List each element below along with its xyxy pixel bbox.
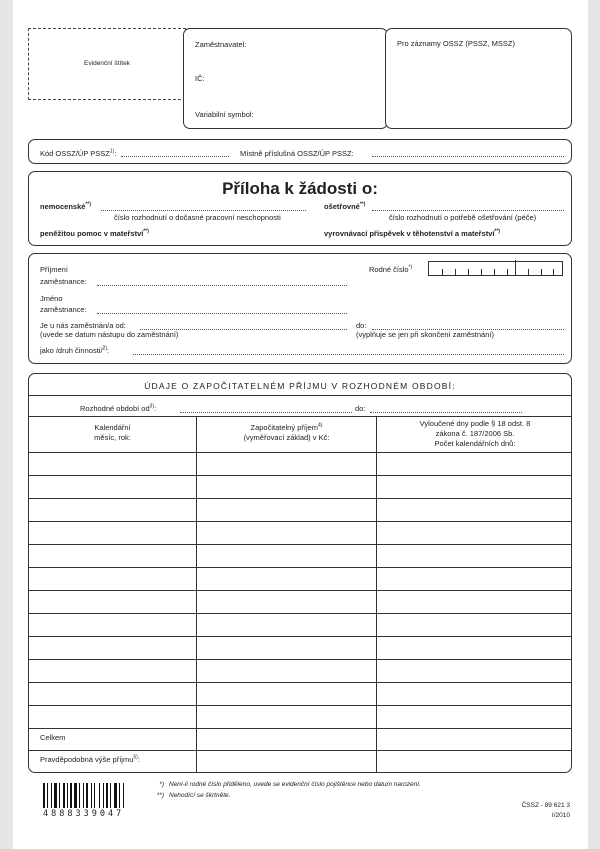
form-title: Příloha k žádosti o: — [222, 179, 378, 198]
mistne-label: Místně příslušná OSSZ/ÚP PSSZ: — [240, 149, 354, 158]
barcode-bar — [114, 783, 117, 808]
table-row-line — [29, 590, 571, 591]
barcode-bar — [106, 783, 108, 808]
osetrovne-number-field[interactable] — [372, 210, 564, 211]
barcode-bar — [47, 783, 48, 808]
employed-from-label: Je u nás zaměstnán/a od: — [40, 321, 126, 330]
employer-box — [183, 28, 388, 129]
period-to-label: do: — [355, 404, 366, 413]
ossz-records-box — [385, 28, 572, 129]
barcode-bar — [51, 783, 52, 808]
period-from-label: Rozhodné období $od^{3)}$: — [80, 403, 157, 413]
barcode-bar — [83, 783, 84, 808]
period-from-field[interactable] — [180, 412, 352, 413]
table-row-line — [29, 475, 571, 476]
activity-label: jako /druh činnosti/$^{2)}$: — [40, 345, 110, 355]
birth-number-label: Rodné číslo*) — [369, 264, 413, 274]
osetrovne-sub: číslo rozhodnutí o potřebě ošetřování (péče) — [389, 213, 537, 222]
mistne-field[interactable] — [372, 156, 564, 157]
barcode-bar — [119, 783, 120, 808]
evidence-stamp-box — [28, 28, 186, 100]
footnote-2: **) Nehodící se škrtněte. — [156, 792, 231, 799]
barcode-bar — [59, 783, 60, 808]
variable-symbol-label: Variabilní symbol: — [195, 110, 254, 119]
surname-field[interactable] — [97, 285, 347, 286]
total-row-label: Celkem — [40, 733, 66, 742]
barcode-bar — [79, 783, 80, 808]
footnote-1: *) Není-li rodné číslo přiděleno, uvede se evidenční číslo pojištěnce nebo datum narození. — [159, 781, 421, 788]
ossz-records-label: Pro záznamy OSSZ (PSSZ, MSSZ) — [397, 39, 515, 48]
barcode-number: 4888339047 — [43, 809, 125, 819]
firstname-field[interactable] — [97, 313, 347, 314]
evidence-stamp-label: Evidenční štítek — [84, 60, 130, 67]
barcode-bar — [63, 783, 65, 808]
employer-label: Zaměstnavatel: — [195, 40, 247, 49]
barcode-bar — [110, 783, 111, 808]
barcode-bar — [86, 783, 88, 808]
table-row-line — [29, 567, 571, 568]
income-box — [28, 373, 572, 773]
benefit-box — [28, 171, 572, 246]
barcode-bar — [99, 783, 100, 808]
table-row-line — [29, 636, 571, 637]
surname-label-1: Příjmení — [40, 265, 68, 274]
col-month-header: Kalendářní měsíc, rok: — [94, 423, 131, 442]
form-code: ČSSZ - 89 621 3 — [521, 802, 570, 809]
nemocenske-sub: číslo rozhodnutí o dočasné pracovní neschopnosti — [114, 213, 281, 222]
income-heading: ÚDAJE O ZAPOČITATELNÉM PŘÍJMU V ROZHODNÉM OBDOBÍ: — [144, 381, 456, 391]
barcode-bar — [123, 783, 124, 808]
barcode-bar — [91, 783, 92, 808]
table-row-line — [29, 705, 571, 706]
table-row-line — [29, 544, 571, 545]
penezita-option[interactable]: peněžitou pomoc v mateřství**) — [40, 228, 149, 238]
birth-number-field[interactable] — [428, 261, 563, 276]
col-income-header: Započitatelný příjem$^{4)}$ (vyměřovací základ) v Kč: — [243, 422, 330, 442]
barcode-bar — [103, 783, 104, 808]
table-row-line — [29, 728, 571, 729]
table-row-line — [29, 613, 571, 614]
form-version: I/2010 — [551, 812, 570, 819]
firstname-label-1: Jméno — [40, 294, 63, 303]
employed-to-hint: (vyplňuje se jen při skončení zaměstnání) — [356, 330, 494, 339]
barcode-bar — [70, 783, 72, 808]
table-row-line — [29, 659, 571, 660]
table-row-line — [29, 682, 571, 683]
vyrovnavaci-option[interactable]: vyrovnávací příspěvek v těhotenství a mateřství**) — [324, 228, 501, 238]
barcode-bar — [94, 783, 95, 808]
form-page — [13, 0, 588, 849]
person-box — [28, 253, 572, 364]
barcode-bar — [74, 783, 77, 808]
table-row-line — [29, 498, 571, 499]
probable-income-label: Pravděpodobná výše příjmu$^{5)}$: — [40, 754, 140, 764]
barcode-bar — [67, 783, 68, 808]
kod-ossz-field[interactable] — [121, 156, 229, 157]
nemocenske-number-field[interactable] — [101, 210, 306, 211]
period-to-field[interactable] — [370, 412, 522, 413]
codes-box — [28, 139, 572, 164]
barcode-bars — [43, 783, 137, 808]
col-days-header: Vyloučené dny podle § 18 odst. 8 zákona č. 187/2006 Sb. Počet kalendářních dnů: — [419, 419, 531, 448]
activity-field[interactable] — [133, 354, 564, 355]
osetrovne-option[interactable]: ošetřovné**) — [324, 201, 366, 211]
surname-label-2: zaměstnance: — [40, 277, 87, 286]
barcode — [43, 783, 137, 808]
employed-from-hint: (uvede se datum nástupu do zaměstnání) — [40, 330, 179, 339]
table-row-line — [29, 452, 571, 453]
employed-to-label: do: — [356, 321, 367, 330]
kod-ossz-label: Kód OSSZ/ÚP PSSZ$^{1)}$: — [40, 148, 117, 158]
nemocenske-option[interactable]: nemocenské**) — [40, 201, 92, 211]
table-row-line — [29, 521, 571, 522]
barcode-bar — [43, 783, 45, 808]
table-column-line — [196, 416, 197, 772]
ic-label: IČ: — [195, 74, 205, 83]
table-row-line — [29, 750, 571, 751]
table-column-line — [376, 416, 377, 772]
firstname-label-2: zaměstnance: — [40, 305, 87, 314]
barcode-bar — [54, 783, 57, 808]
